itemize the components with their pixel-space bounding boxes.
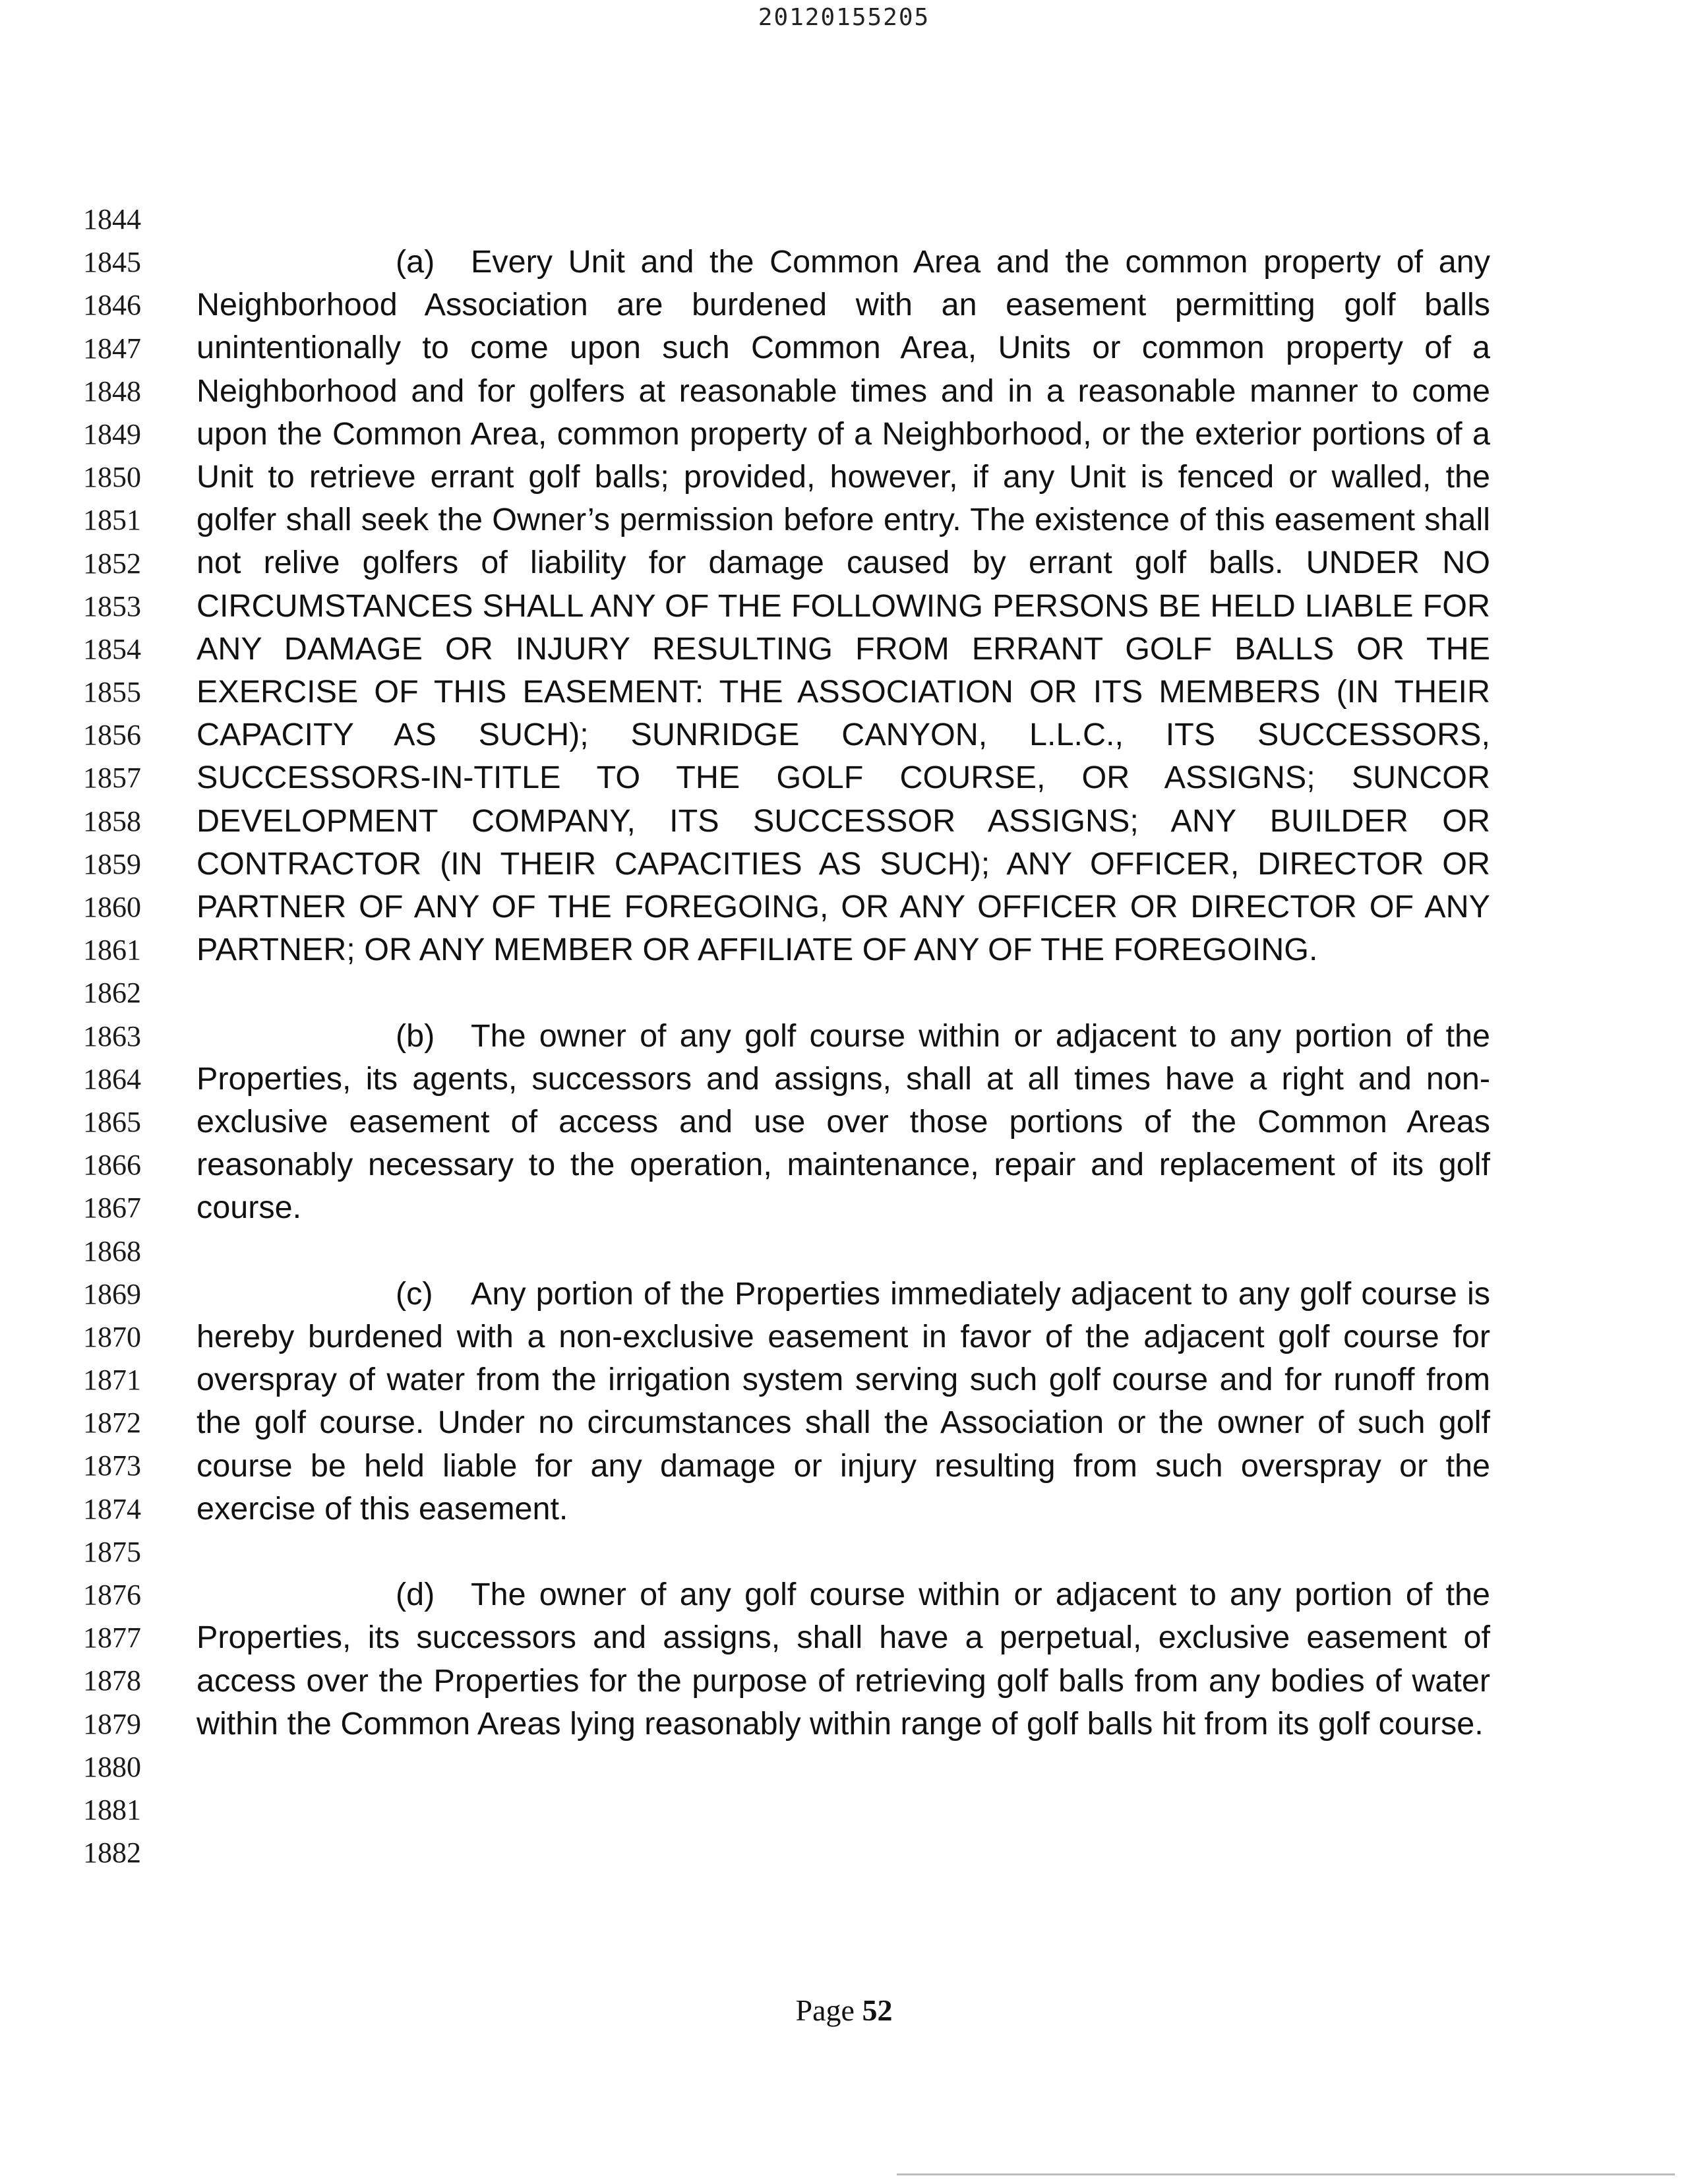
paragraph-b: [196, 1015, 1490, 1230]
line-number: 1856: [83, 719, 141, 752]
line-number: 1865: [83, 1105, 141, 1138]
page-label: Page: [795, 1993, 855, 2027]
line-number: 1875: [83, 1535, 141, 1568]
line-number: 1878: [83, 1664, 141, 1697]
line-number: 1869: [83, 1277, 141, 1310]
line-number: 1855: [83, 676, 141, 709]
line-number: 1861: [83, 934, 141, 967]
paragraph-marker: (d): [396, 1577, 435, 1613]
line-number: 1846: [83, 289, 141, 322]
paragraph-d: [196, 1573, 1490, 1745]
paragraph-marker: (b): [396, 1017, 435, 1054]
line-number: 1858: [83, 804, 141, 837]
line-number: 1863: [83, 1019, 141, 1052]
paragraph-text: Every Unit and the Common Area and the common property of any Neighborhood Association are burdened with an easement permitting golf balls unintentionally to come upon such Common Area, Units or common property of a Neighborhood and for golfers at reasonable times and in a reasonable manner to come upon the Common Area, common property of a Neighborhood, or the exterior portions of a Unit to retrieve errant golf balls; provided, however, if any Unit is fenced or walled, the golfer shall seek the Owner’s permission before entry. The existence of this easement shall not relive golfers of liability for damage caused by errant golf balls. UNDER NO CIRCUMSTANCES SHALL ANY OF THE FOLLOWING PERSONS BE HELD LIABLE FOR ANY DAMAGE OR INJURY RESULTING FROM ERRANT GOLF BALLS OR THE EXERCISE OF THIS EASEMENT: THE ASSOCIATION OR ITS MEMBERS (IN THEIR CAPACITY AS SUCH); SUNRIDGE CANYON, L.L.C., ITS SUCCESSORS, SUCCESSORS-IN-TITLE TO THE GOLF COURSE, OR ASSIGNS; SUNCOR DEVELOPMENT COMPANY, ITS SUCCESSOR ASSIGNS; ANY BUILDER OR CONTRACTOR (IN THEIR CAPACITIES AS SUCH); ANY OFFICER, DIRECTOR OR PARTNER OF ANY OF THE FOREGOING, OR ANY OFFICER OR DIRECTOR OF ANY PARTNER; OR ANY MEMBER OR AFFILIATE OF ANY OF THE FOREGOING.: [196, 244, 1490, 968]
page-footer: [0, 1993, 1688, 2028]
line-number: 1877: [83, 1622, 141, 1654]
line-number: 1881: [83, 1793, 141, 1826]
line-number: 1864: [83, 1062, 141, 1095]
paragraph-text: The owner of any golf course within or adjacent to any portion of the Properties, its agents, successors and assigns, shall at all times have a right and non-exclusive easement of access and use over those portions of the Common Areas reasonably necessary to the operation, maintenance, repair and replacement of its golf course.: [196, 1017, 1490, 1226]
line-number: 1866: [83, 1149, 141, 1182]
document-number: 20120155205: [758, 4, 930, 31]
line-number: 1847: [83, 332, 141, 365]
line-number: 1850: [83, 461, 141, 494]
line-number: 1876: [83, 1579, 141, 1611]
line-number: 1871: [83, 1364, 141, 1397]
line-number: 1872: [83, 1407, 141, 1440]
line-number: 1859: [83, 847, 141, 880]
line-number: 1852: [83, 547, 141, 580]
paragraph-text: Any portion of the Properties immediately adjacent to any golf course is hereby burdened with a non-exclusive easement in favor of the adjacent golf course for overspray of water from the irrigation system serving such golf course and for runoff from the golf course. Under no circumstances shall the Association or the owner of such golf course be held liable for any damage or injury resulting from such overspray or the exercise of this easement.: [196, 1275, 1490, 1527]
page-number: 52: [862, 1993, 893, 2027]
line-number: 1848: [83, 375, 141, 408]
line-number: 1882: [83, 1836, 141, 1869]
document-body: [196, 241, 1490, 1788]
line-number: 1868: [83, 1234, 141, 1267]
line-number: 1860: [83, 891, 141, 923]
line-number: 1853: [83, 590, 141, 622]
paragraph-text: The owner of any golf course within or adjacent to any portion of the Properties, its successors and assigns, shall have a perpetual, exclusive easement of access over the Properties for the purpose of retrieving golf balls from any bodies of water within the Common Areas lying reasonably within range of golf balls hit from its golf course.: [196, 1577, 1490, 1742]
line-number: 1851: [83, 504, 141, 537]
line-number: 1857: [83, 762, 141, 795]
line-number: 1845: [83, 246, 141, 279]
line-number: 1854: [83, 632, 141, 665]
line-number: 1873: [83, 1449, 141, 1482]
line-number: 1874: [83, 1492, 141, 1525]
line-number: 1867: [83, 1192, 141, 1225]
line-number: 1870: [83, 1320, 141, 1353]
paragraph-a: [196, 241, 1490, 971]
line-number: 1849: [83, 417, 141, 450]
line-number: 1844: [83, 203, 141, 235]
paragraph-c: [196, 1273, 1490, 1531]
line-number-column: [83, 198, 162, 1874]
paragraph-marker: (a): [396, 244, 435, 280]
line-number: 1862: [83, 977, 141, 1010]
line-number: 1880: [83, 1750, 141, 1783]
scan-artifact-rule: [897, 2173, 1675, 2175]
line-number: 1879: [83, 1707, 141, 1740]
paragraph-marker: (c): [396, 1275, 433, 1312]
